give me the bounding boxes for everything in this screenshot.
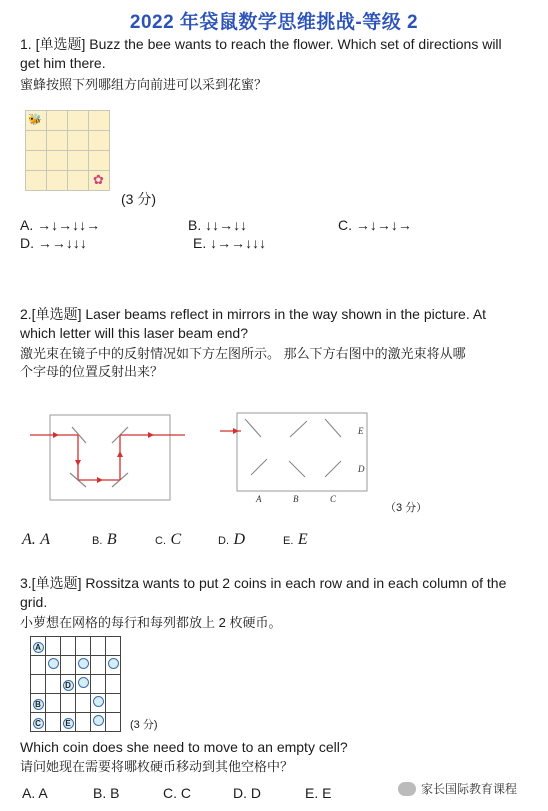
q1-text-cn: 蜜蜂按照下列哪组方向前进可以采到花蜜？ [20,77,268,92]
q2-option-e-value: E [297,531,308,548]
q3-option-c[interactable]: C. C [163,785,191,801]
q1-option-a[interactable]: A. →↓→↓↓→ [20,217,101,233]
q2-option-b-prefix: B. [92,535,103,547]
coin [48,658,59,669]
label-e: E [358,426,364,436]
coin-grid [30,636,121,732]
label-a: A [256,494,262,504]
q2-option-d[interactable] [218,531,245,549]
q2-text-en-2: which letter will this laser beam end? [20,325,248,341]
q1-option-e[interactable]: E. ↓→→↓↓↓ [193,235,267,251]
q3-option-e[interactable]: E. E [305,785,332,801]
coin [108,658,119,669]
coin-b[interactable]: B [33,699,44,710]
q1-text-en-2: get him there. [20,55,106,71]
q3-question-en: Which coin does she need to move to an empty cell? [20,739,348,755]
q2-option-c-value: C [170,531,182,548]
bee-grid [25,110,110,191]
q3-option-a[interactable]: A. A [22,785,48,801]
q2-option-e[interactable] [283,531,308,549]
q3-option-d[interactable]: D. D [233,785,261,801]
coin [93,696,104,707]
watermark [398,780,517,797]
q2-score: （3 分） [385,502,428,514]
q3-score: (3 分) [130,719,158,731]
label-d: D [358,464,365,474]
q1-option-d[interactable]: D. →→↓↓↓ [20,235,87,251]
coin [78,677,89,688]
q3-text-en-2: grid. [20,594,48,610]
coin [93,715,104,726]
q2-option-c-prefix: C. [155,535,166,547]
coin-e[interactable]: E [63,718,74,729]
label-c: C [330,494,337,504]
coin-a[interactable]: A [33,642,44,653]
flower-icon: ✿ [93,172,104,187]
label-b: B [293,494,299,504]
mirror-example-diagram [30,405,190,505]
q1-option-b[interactable]: B. ↓↓→↓↓ [188,217,248,233]
q2-option-e-prefix: E. [283,535,294,547]
q2-option-b[interactable] [92,531,117,549]
q2-option-d-prefix: D. [218,535,229,547]
q2-option-c[interactable] [155,531,181,549]
q2-option-a-prefix: A. [22,531,36,548]
coin-d[interactable]: D [63,680,74,691]
q2-option-a-value: A [40,531,51,548]
q2-text-en-1: 2.[单选题] Laser beams reflect in mirrors in the way shown in the picture. At [20,306,487,322]
q2-option-a[interactable] [22,531,50,549]
q2-option-b-value: B [106,531,117,548]
q1-text-en-1: 1. [单选题] Buzz the bee wants to reach the flower. Which set of directions will [20,36,502,52]
watermark-text: 家长国际教育课程 [421,782,518,796]
q1-option-c[interactable]: C. →↓→↓→ [338,217,412,233]
wechat-icon [398,782,416,796]
coin-c[interactable]: C [33,718,44,729]
bee-icon: 🐝 [28,114,42,126]
coin [78,658,89,669]
q3-option-b[interactable]: B. B [93,785,120,801]
q2-text-cn-2: 个字母的位置反射出来？ [20,364,164,379]
q3-text-cn: 小萝想在网格的每行和每列都放上 2 枚硬币。 [20,615,282,630]
q2-option-d-value: D [233,531,246,548]
q2-text-cn-1: 激光束在镜子中的反射情况如下方左图所示。 那么下方右图中的激光束将从哪 [20,346,466,361]
mirror-puzzle-diagram [215,405,375,505]
q3-text-en-1: 3.[单选题] Rossitza wants to put 2 coins in each row and in each column of the [20,575,507,591]
q1-score: (3 分) [121,191,156,207]
page-title: 2022 年袋鼠数学思维挑战-等级 2 [129,12,419,33]
q3-question-cn: 请问她现在需要将哪枚硬币移动到其他空格中？ [20,759,294,774]
